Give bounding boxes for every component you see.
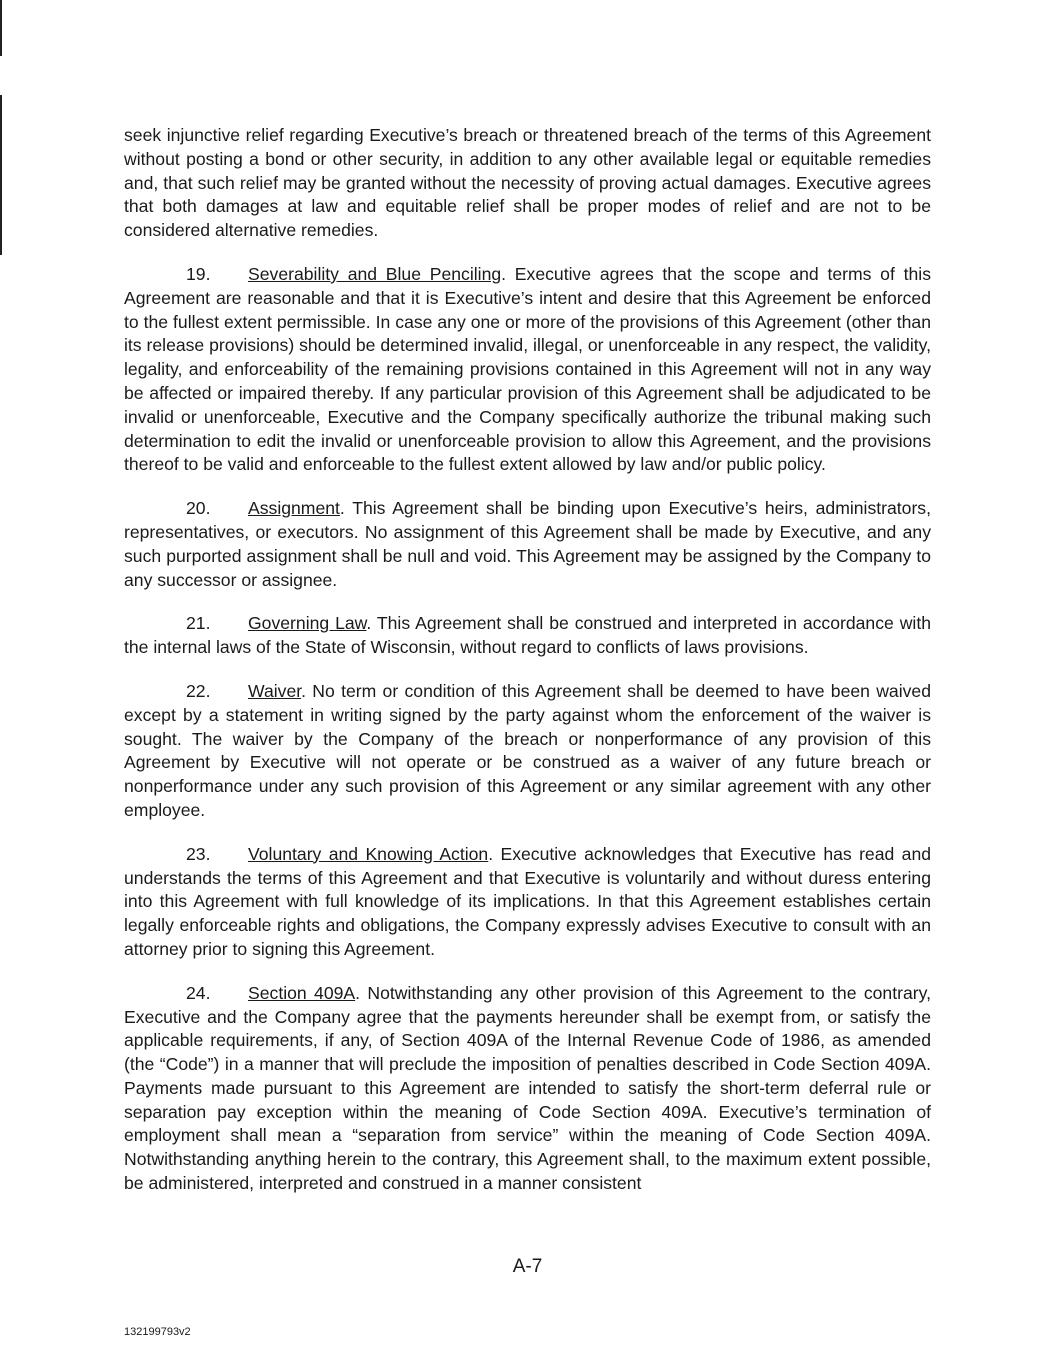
section-body: . Executive acknowledges that Executive has read and understands the terms of this Agreement and that Executive is voluntarily and without duress entering into this Agreement with full knowledge of its implications. In that this Agreement establishes certain legally enforceable rights and obligations, the Company expressly advises Executive to consult with an attorney prior to signing this Agreement. [124,843,932,959]
section-19 [124,263,931,477]
section-number: 19. [186,263,211,284]
section-heading: Severability and Blue Penciling [248,263,502,284]
document-body [124,124,931,1216]
continuation-paragraph: seek injunctive relief regarding Executive’s breach or threatened breach of the terms of this Agreement without posting a bond or other security, in addition to any other available legal or equitable remedies and, that such relief may be granted without the necessity of proving actual damages. Executive agrees that both damages at law and equitable relief shall be proper modes of relief and are not to be considered alternative remedies. [124,125,931,241]
section-heading: Voluntary and Knowing Action [248,843,489,864]
section-number: 21. [186,613,211,634]
section-heading: Governing Law [248,613,367,634]
section-heading: Assignment [248,498,340,519]
section-24 [124,982,931,1196]
section-body: . This Agreement shall be construed and interpreted in accordance with the internal laws of the State of Wisconsin, without regard to conflicts of laws provisions. [124,613,931,658]
section-body: . No term or condition of this Agreement shall be deemed to have been waived except by a statement in writing signed by the party against whom the enforcement of the waiver is sought. The waiver by the Company of the breach or nonperformance of any provision of this Agreement by Executive will not operate or be construed as a waiver of any future breach or nonperformance under any such provision of this Agreement or any similar agreement with any other employee. [124,680,931,820]
section-number: 23. [186,843,211,864]
section-number: 20. [186,498,211,519]
section-heading: Section 409A [248,982,356,1003]
section-20 [124,497,931,592]
section-23 [124,843,931,962]
section-number: 22. [186,680,211,701]
section-body: . This Agreement shall be binding upon Executive’s heirs, administrators, representatives, or executors. No assignment of this Agreement shall be made by Executive, and any such purported assignment shall be null and void. This Agreement may be assigned by the Company to any successor or assignee. [124,498,931,590]
document-id: 132199793v2 [124,1326,191,1338]
section-number: 24. [186,982,211,1003]
section-21 [124,612,931,660]
page-number: A-7 [512,1256,543,1277]
section-heading: Waiver [248,680,302,701]
margin-change-bar [0,95,2,255]
margin-change-bar [0,0,2,56]
section-body: . Executive agrees that the scope and terms of this Agreement are reasonable and that it is Executive’s intent and desire that this Agreement be enforced to the fullest extent permissible. In case any one or more of the provisions of this Agreement (other than its release provisions) should be determined invalid, illegal, or unenforceable in any respect, the validity, legality, and enforceability of the remaining provisions contained in this Agreement will not in any way be affected or impaired thereby. If any particular provision of this Agreement shall be adjudicated to be invalid or unenforceable, Executive and the Company specifically authorize the tribunal making such determination to edit the invalid or unenforceable provision to allow this Agreement, and the provisions thereof to be valid and enforceable to the fullest extent allowed by law and/or public policy. [124,263,931,475]
section-body: . Notwithstanding any other provision of this Agreement to the contrary, Executive and the Company agree that the payments hereunder shall be exempt from, or satisfy the applicable requirements, if any, of Section 409A of the Internal Revenue Code of 1986, as amended (the “Code”) in a manner that will preclude the imposition of penalties described in Code Section 409A. Payments made pursuant to this Agreement are intended to satisfy the short-term deferral rule or separation pay exception within the meaning of Code Section 409A. Executive’s termination of employment shall mean a “separation from service” within the meaning of Code Section 409A. Notwithstanding anything herein to the contrary, this Agreement shall, to the maximum extent possible, be administered, interpreted and construed in a manner consistent [124,982,931,1194]
section-22 [124,680,931,823]
